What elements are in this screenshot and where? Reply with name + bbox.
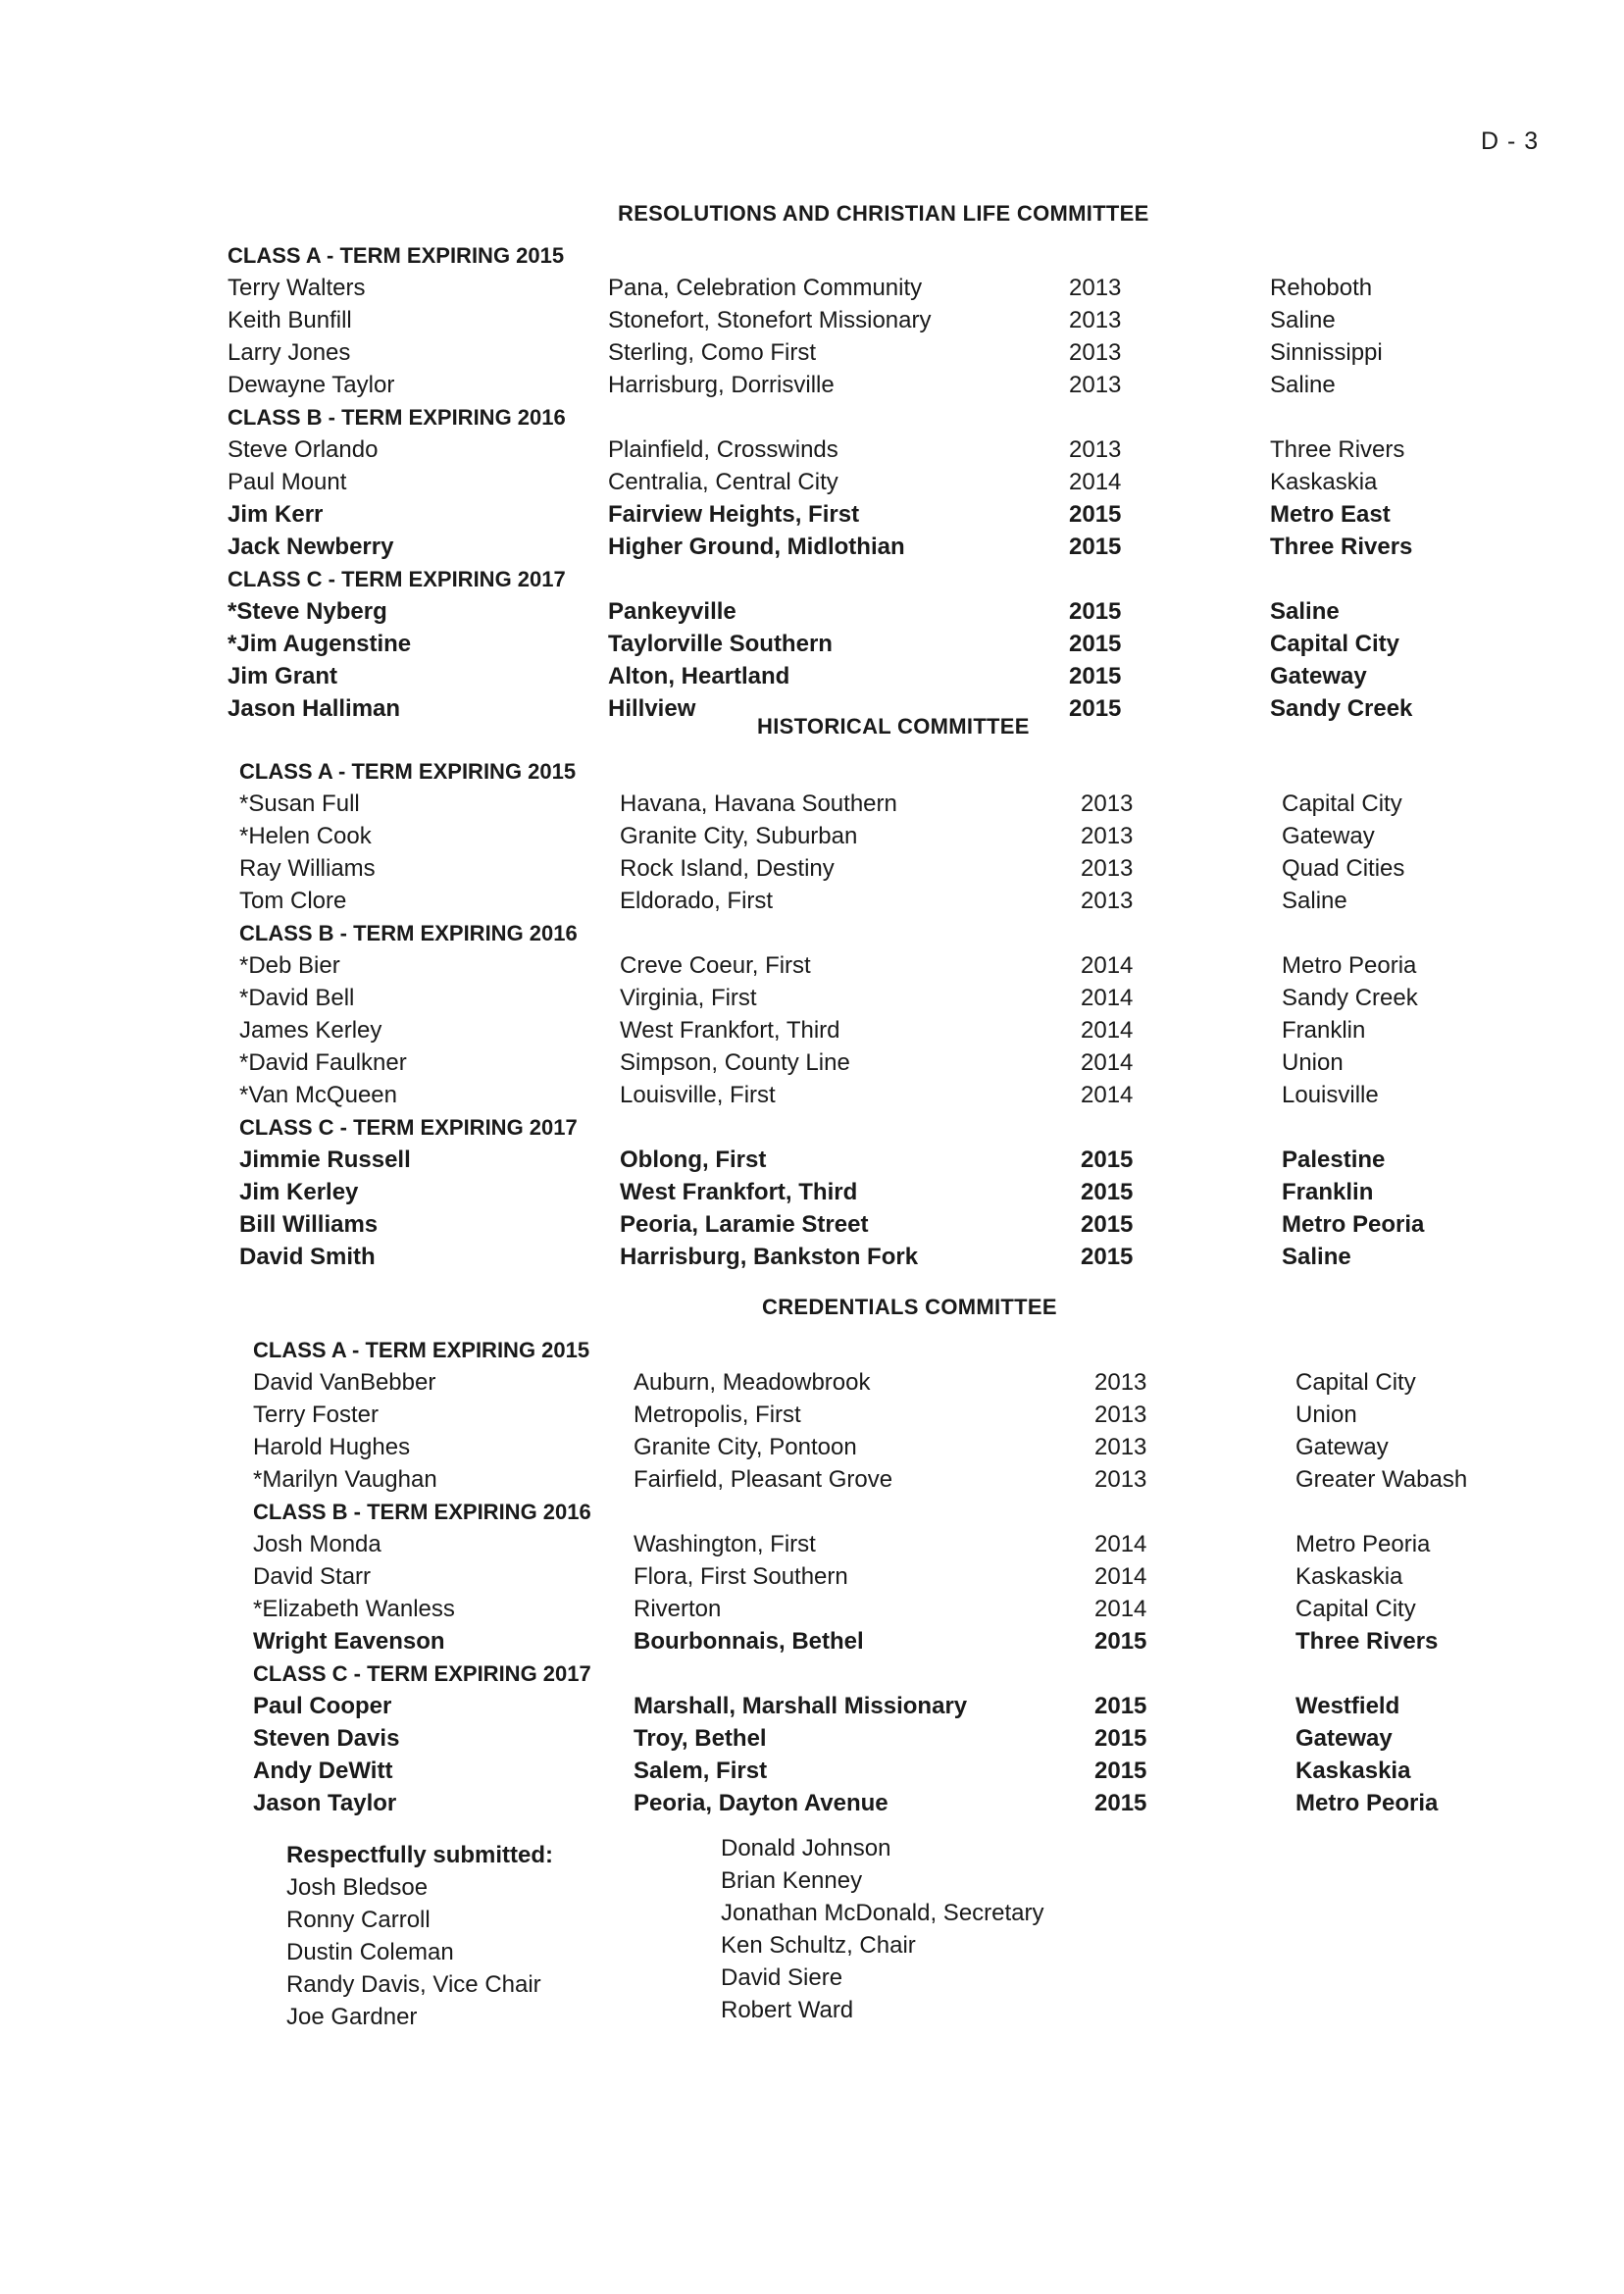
signature-name: Donald Johnson [721,1835,891,1861]
member-name: Steven Davis [253,1725,400,1752]
member-year: 2015 [1081,1179,1134,1205]
signatures-heading: Respectfully submitted: [286,1842,554,1868]
member-church: Plainfield, Crosswinds [608,436,838,463]
member-church: Oblong, First [620,1147,767,1173]
member-year: 2014 [1081,985,1134,1011]
member-association: Metro Peoria [1282,952,1417,979]
class-term-label: CLASS A - TERM EXPIRING 2015 [239,759,577,784]
member-year: 2013 [1081,855,1134,882]
signature-name: Ken Schultz, Chair [721,1932,916,1959]
signature-name: Josh Bledsoe [286,1874,429,1901]
member-year: 2015 [1081,1147,1134,1173]
member-association: Saline [1282,888,1347,914]
member-year: 2014 [1094,1563,1147,1590]
member-church: Granite City, Pontoon [634,1434,857,1460]
member-year: 2013 [1069,307,1122,333]
member-name: Jim Kerr [228,501,324,528]
member-year: 2015 [1069,534,1122,560]
member-church: Washington, First [634,1531,816,1557]
member-church: Eldorado, First [620,888,774,914]
member-church: Simpson, County Line [620,1049,850,1076]
member-church: West Frankfort, Third [620,1017,840,1044]
member-church: Virginia, First [620,985,757,1011]
signature-name: Randy Davis, Vice Chair [286,1971,541,1998]
member-year: 2015 [1094,1790,1147,1816]
member-church: Marshall, Marshall Missionary [634,1693,968,1719]
member-year: 2014 [1069,469,1122,495]
member-church: Stonefort, Stonefort Missionary [608,307,932,333]
class-term-label: CLASS C - TERM EXPIRING 2017 [253,1661,591,1686]
member-year: 2014 [1094,1531,1147,1557]
member-church: Riverton [634,1596,722,1622]
member-year: 2013 [1081,823,1134,849]
member-year: 2015 [1094,1693,1147,1719]
member-association: Kaskaskia [1270,469,1378,495]
member-name: *David Bell [239,985,355,1011]
signature-name: Robert Ward [721,1997,854,2023]
page-number: D - 3 [1481,127,1540,155]
member-year: 2014 [1081,952,1134,979]
member-year: 2013 [1069,436,1122,463]
member-name: Dewayne Taylor [228,372,395,398]
member-church: Alton, Heartland [608,663,790,689]
member-church: West Frankfort, Third [620,1179,858,1205]
section-title-historical: HISTORICAL COMMITTEE [757,714,1030,739]
class-term-label: CLASS B - TERM EXPIRING 2016 [239,921,578,945]
member-name: Tom Clore [239,888,347,914]
member-name: David VanBebber [253,1369,436,1396]
member-name: Terry Foster [253,1402,380,1428]
class-term-label: CLASS C - TERM EXPIRING 2017 [228,567,566,591]
signatures-right [721,1832,1044,2026]
member-year: 2013 [1069,275,1122,301]
member-name: Jason Taylor [253,1790,397,1816]
member-name: Bill Williams [239,1211,379,1238]
member-church: Taylorville Southern [608,631,833,657]
member-association: Saline [1282,1244,1351,1270]
member-church: Centralia, Central City [608,469,838,495]
member-church: Flora, First Southern [634,1563,848,1590]
signature-name: Jonathan McDonald, Secretary [721,1900,1044,1926]
member-association: Metro East [1270,501,1391,528]
member-association: Three Rivers [1295,1628,1439,1655]
member-church: Peoria, Dayton Avenue [634,1790,888,1816]
member-name: Wright Eavenson [253,1628,445,1655]
member-association: Gateway [1270,663,1367,689]
member-year: 2013 [1094,1402,1147,1428]
member-name: Jason Halliman [228,695,401,722]
member-name: Jack Newberry [228,534,394,560]
member-association: Quad Cities [1282,855,1405,882]
member-church: Harrisburg, Bankston Fork [620,1244,919,1270]
member-association: Saline [1270,598,1340,625]
member-name: *Marilyn Vaughan [253,1466,437,1493]
member-association: Metro Peoria [1295,1790,1439,1816]
member-church: Granite City, Suburban [620,823,858,849]
member-association: Three Rivers [1270,534,1413,560]
member-year: 2015 [1069,598,1122,625]
section-title-resolutions: RESOLUTIONS AND CHRISTIAN LIFE COMMITTEE [618,201,1149,226]
member-name: Josh Monda [253,1531,381,1557]
member-association: Saline [1270,372,1336,398]
class-term-label: CLASS A - TERM EXPIRING 2015 [253,1338,590,1362]
member-church: Pana, Celebration Community [608,275,923,301]
member-association: Palestine [1282,1147,1386,1173]
member-association: Sinnissippi [1270,339,1383,366]
member-year: 2015 [1069,631,1122,657]
class-term-label: CLASS C - TERM EXPIRING 2017 [239,1115,578,1140]
member-year: 2013 [1094,1434,1147,1460]
member-association: Gateway [1295,1434,1389,1460]
class-term-label: CLASS A - TERM EXPIRING 2015 [228,243,565,268]
member-year: 2015 [1081,1244,1134,1270]
member-year: 2013 [1081,888,1134,914]
member-association: Kaskaskia [1295,1563,1403,1590]
member-name: Jimmie Russell [239,1147,411,1173]
member-church: Hillview [608,695,696,722]
member-church: Fairfield, Pleasant Grove [634,1466,893,1493]
member-name: Ray Williams [239,855,376,882]
class-term-label: CLASS B - TERM EXPIRING 2016 [253,1500,591,1524]
member-name: Paul Mount [228,469,347,495]
member-year: 2013 [1094,1369,1147,1396]
member-church: Sterling, Como First [608,339,817,366]
member-year: 2014 [1094,1596,1147,1622]
signature-name: Dustin Coleman [286,1939,454,1965]
member-association: Metro Peoria [1282,1211,1425,1238]
member-name: Terry Walters [228,275,366,301]
member-association: Three Rivers [1270,436,1405,463]
member-association: Louisville [1282,1082,1379,1108]
member-church: Peoria, Laramie Street [620,1211,869,1238]
member-church: Salem, First [634,1758,768,1784]
signature-name: Brian Kenney [721,1867,863,1894]
member-year: 2013 [1069,372,1122,398]
member-name: Larry Jones [228,339,351,366]
member-association: Capital City [1270,631,1400,657]
member-name: Paul Cooper [253,1693,392,1719]
member-church: Metropolis, First [634,1402,801,1428]
member-church: Louisville, First [620,1082,776,1108]
class-term-label: CLASS B - TERM EXPIRING 2016 [228,405,566,430]
member-name: *Steve Nyberg [228,598,387,625]
member-association: Gateway [1282,823,1375,849]
signature-name: Joe Gardner [286,2004,418,2030]
member-year: 2015 [1094,1758,1147,1784]
member-church: Pankeyville [608,598,736,625]
member-year: 2014 [1081,1049,1134,1076]
member-name: David Starr [253,1563,372,1590]
member-year: 2015 [1069,501,1122,528]
member-association: Capital City [1295,1369,1416,1396]
member-name: James Kerley [239,1017,382,1044]
member-association: Metro Peoria [1295,1531,1431,1557]
member-name: *Helen Cook [239,823,372,849]
member-association: Saline [1270,307,1336,333]
member-name: Andy DeWitt [253,1758,393,1784]
member-association: Sandy Creek [1270,695,1413,722]
member-church: Bourbonnais, Bethel [634,1628,864,1655]
member-church: Havana, Havana Southern [620,790,897,817]
member-association: Union [1282,1049,1344,1076]
member-year: 2015 [1094,1628,1147,1655]
signature-name: David Siere [721,1964,843,1991]
member-year: 2015 [1069,695,1122,722]
member-year: 2015 [1081,1211,1134,1238]
member-association: Sandy Creek [1282,985,1418,1011]
member-year: 2015 [1069,663,1122,689]
member-name: Jim Kerley [239,1179,359,1205]
member-name: Steve Orlando [228,436,379,463]
member-church: Troy, Bethel [634,1725,767,1752]
member-name: *David Faulkner [239,1049,407,1076]
member-association: Kaskaskia [1295,1758,1411,1784]
member-year: 2014 [1081,1082,1134,1108]
member-church: Harrisburg, Dorrisville [608,372,835,398]
member-association: Capital City [1282,790,1402,817]
member-name: *Deb Bier [239,952,340,979]
section-title-credentials: CREDENTIALS COMMITTEE [762,1295,1057,1319]
member-church: Rock Island, Destiny [620,855,835,882]
member-name: *Jim Augenstine [228,631,412,657]
member-church: Fairview Heights, First [608,501,860,528]
member-association: Gateway [1295,1725,1393,1752]
member-name: Harold Hughes [253,1434,411,1460]
member-year: 2013 [1069,339,1122,366]
member-year: 2015 [1094,1725,1147,1752]
member-church: Creve Coeur, First [620,952,811,979]
signature-name: Ronny Carroll [286,1907,431,1933]
member-association: Greater Wabash [1295,1466,1468,1493]
member-church: Higher Ground, Midlothian [608,534,905,560]
member-name: *Susan Full [239,790,360,817]
member-association: Capital City [1295,1596,1416,1622]
member-association: Franklin [1282,1179,1374,1205]
member-year: 2013 [1081,790,1134,817]
member-association: Westfield [1295,1693,1400,1719]
member-name: Keith Bunfill [228,307,352,333]
member-association: Union [1295,1402,1357,1428]
member-year: 2014 [1081,1017,1134,1044]
member-name: *Elizabeth Wanless [253,1596,455,1622]
member-name: Jim Grant [228,663,338,689]
member-name: David Smith [239,1244,376,1270]
signatures-left [286,1839,553,2033]
member-year: 2013 [1094,1466,1147,1493]
member-name: *Van McQueen [239,1082,397,1108]
member-association: Rehoboth [1270,275,1373,301]
member-church: Auburn, Meadowbrook [634,1369,871,1396]
member-association: Franklin [1282,1017,1366,1044]
